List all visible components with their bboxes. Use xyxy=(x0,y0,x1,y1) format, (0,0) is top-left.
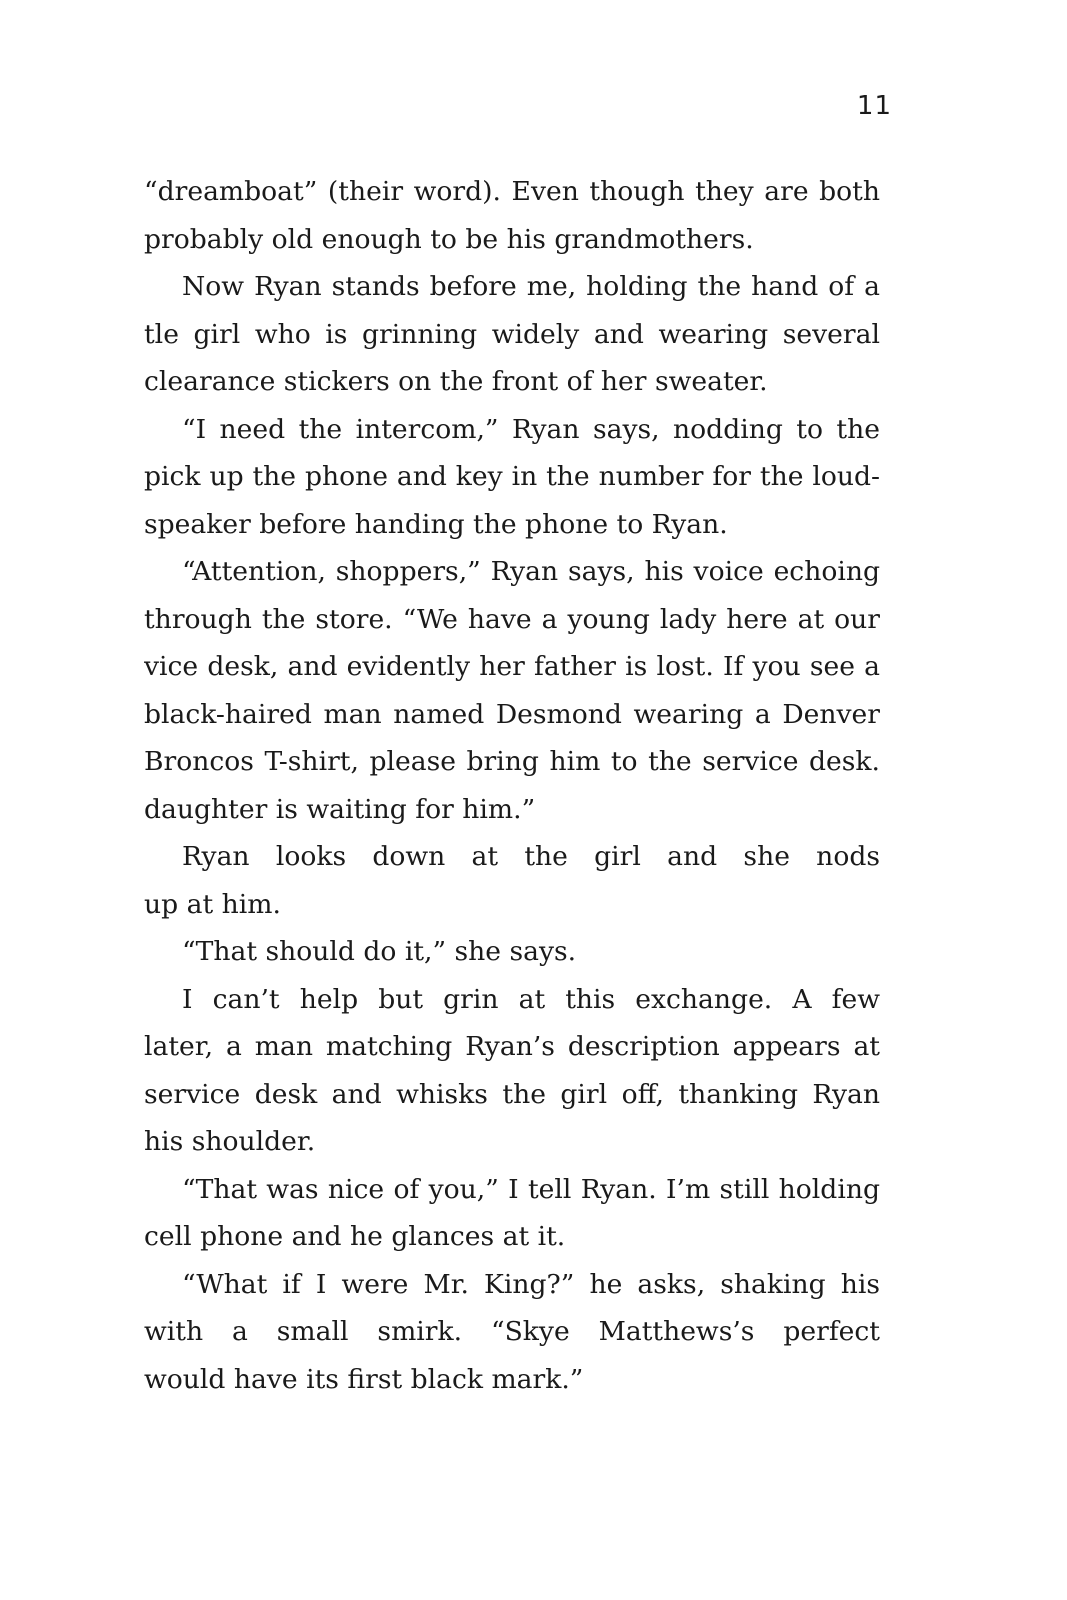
text-line: tle girl who is grinning widely and wearing several xyxy=(144,318,880,350)
text-line: through the store. “We have a young lady here at our xyxy=(144,603,880,635)
text-line: “That was nice of you,” I tell Ryan. I’m still holding xyxy=(182,1173,880,1205)
text-line: later, a man matching Ryan’s description appears at xyxy=(144,1031,880,1062)
text-line: up at him. xyxy=(144,888,281,920)
text-line: “That should do it,” she says. xyxy=(182,936,577,967)
text-line: Now Ryan stands before me, holding the hand of a xyxy=(182,271,880,302)
text-line: cell phone and he glances at it. xyxy=(144,1221,566,1252)
text-line: “dreamboat” (their word). Even though they are both xyxy=(144,176,880,207)
text-line: “What if I were Mr. King?” he asks, shaking his xyxy=(182,1268,880,1300)
text-line: vice desk, and evidently her father is lost. If you see a xyxy=(144,651,880,682)
text-line: “Attention, shoppers,” Ryan says, his voice echoing xyxy=(182,556,880,587)
text-line: service desk and whisks the girl off, thanking Ryan xyxy=(144,1078,880,1110)
text-line: Broncos T-shirt, please bring him to the service desk. xyxy=(144,746,880,777)
text-line: black-haired man named Desmond wearing a Denver xyxy=(144,698,880,730)
text-line: would have its first black mark.” xyxy=(144,1363,584,1395)
text-line: his shoulder. xyxy=(144,1126,316,1157)
text-line: Ryan looks down at the girl and she nods xyxy=(182,841,880,872)
body-text xyxy=(144,168,880,1403)
text-line: pick up the phone and key in the number for the loud- xyxy=(144,461,880,492)
text-line: clearance stickers on the front of her sweater. xyxy=(144,366,768,397)
text-line: I can’t help but grin at this exchange. A few xyxy=(182,983,880,1015)
text-line: daughter is waiting for him.” xyxy=(144,793,536,825)
text-line: speaker before handing the phone to Ryan. xyxy=(144,508,728,540)
page-number: 11 xyxy=(856,91,892,121)
text-line: with a small smirk. “Skye Matthews’s perfect xyxy=(144,1316,880,1347)
text-line: probably old enough to be his grandmothers. xyxy=(144,223,754,255)
text-line: “I need the intercom,” Ryan says, nodding to the xyxy=(182,413,880,445)
